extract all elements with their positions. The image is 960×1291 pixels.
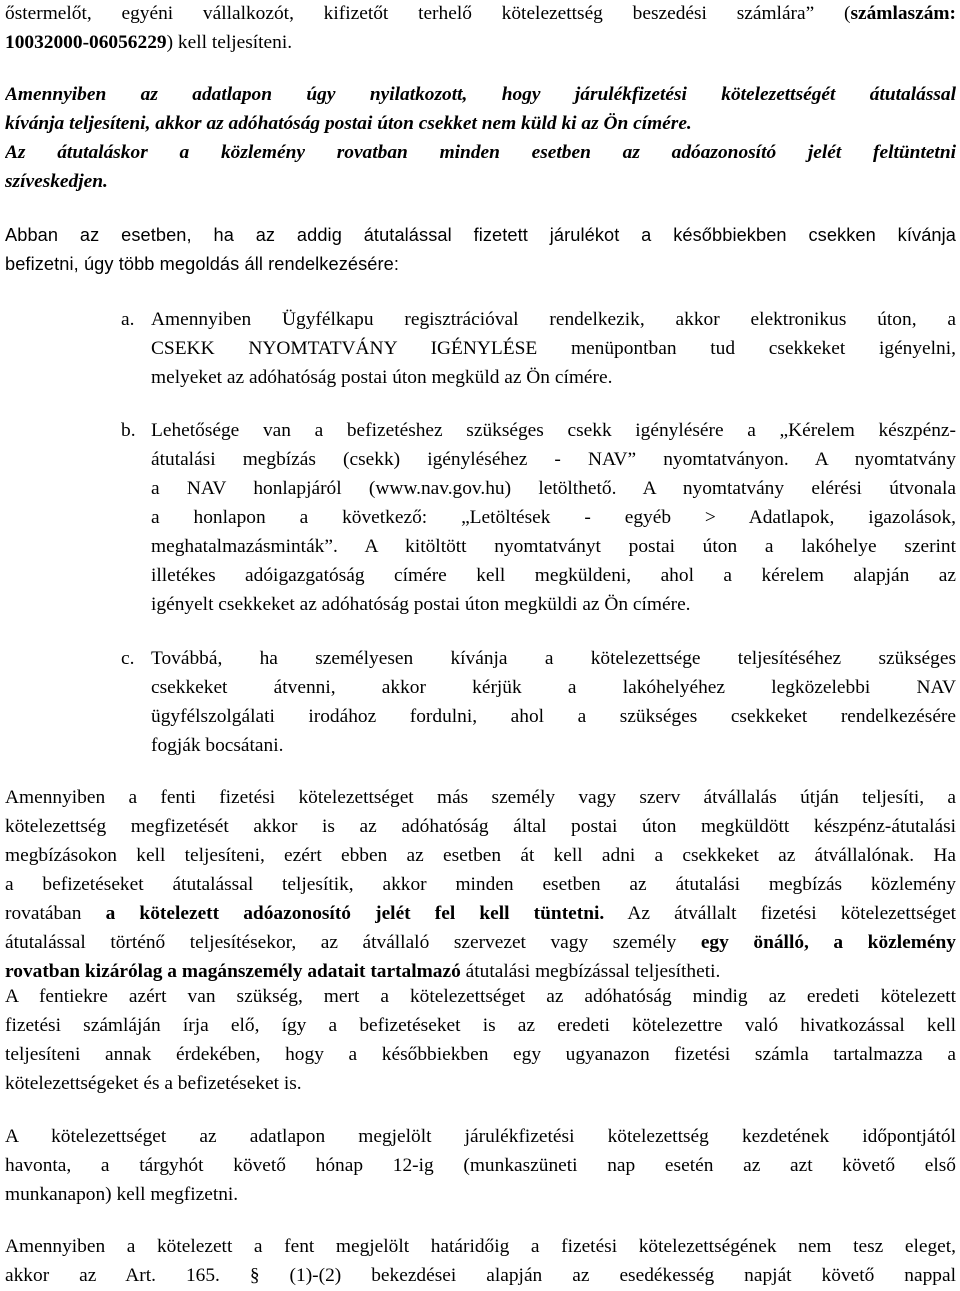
text-run: rovatában <box>5 903 106 924</box>
text-run: Az átvállalt fizetési kötelezettséget <box>604 903 956 924</box>
text-line <box>5 29 956 58</box>
text-run: Amennyiben a fenti fizetési kötelezettséget más személy vagy szerv átvállalás útján teljesíti, a <box>5 787 956 808</box>
text-line <box>5 221 956 250</box>
text-run: illetékes adóigazgatóság címére kell megküldeni, ahol a kérelem alapján az <box>151 565 956 586</box>
text-run: Amennyiben Ügyfélkapu regisztrációval rendelkezik, akkor elektronikus úton, a <box>151 309 956 330</box>
text-run: a befizetéseket átutalással teljesítik, akkor minden esetben az átutalási megbízás közlemény <box>5 874 956 895</box>
text-line <box>151 674 956 703</box>
list-marker: c. <box>121 648 135 669</box>
text-run: havonta, a tárgyhót követő hónap 12-ig (munkaszüneti nap esetén az azt követő első <box>5 1155 956 1176</box>
text-line <box>5 871 956 900</box>
text-line <box>5 1181 956 1210</box>
text-run: Amennyiben az adatlapon úgy nyilatkozott, hogy járulékfizetési kötelezettségét átutalással <box>5 84 956 105</box>
list-marker: a. <box>121 309 135 330</box>
text-line <box>151 703 956 732</box>
text-line <box>5 1070 956 1099</box>
text-run: Lehetősége van a befizetéshez szükséges csekk igénylésére a „Kérelem készpénz- <box>151 420 956 441</box>
text-line <box>5 1262 956 1291</box>
text-run: meghatalmazásminták”. A kitöltött nyomtatványt postai úton a lakóhelye szerint <box>151 536 956 557</box>
text-line <box>151 562 956 591</box>
bold-text: egy önálló, a közlemény <box>700 932 956 953</box>
text-line <box>151 591 956 620</box>
text-line <box>5 1041 956 1070</box>
text-line <box>5 842 956 871</box>
text-line <box>5 1233 956 1262</box>
bold-text: a kötelezett adóazonosító jelét fel kell tüntetni. <box>105 903 605 924</box>
text-line <box>151 335 956 364</box>
text-line <box>5 1123 956 1152</box>
text-run: szíveskedjen. <box>5 171 108 192</box>
text-line <box>5 983 956 1012</box>
text-run: befizetni, úgy több megoldás áll rendelkezésére: <box>5 254 400 274</box>
text-line <box>5 1012 956 1041</box>
list-marker: b. <box>121 420 136 441</box>
text-line <box>5 929 956 958</box>
text-line <box>5 110 956 139</box>
text-run: ) kell teljesíteni. <box>166 32 293 53</box>
text-line <box>5 784 956 813</box>
text-run: átutalási megbízás (csekk) igényléséhez - NAV” nyomtatványon. A nyomtatvány <box>151 449 956 470</box>
text-run: A fentiekre azért van szükség, mert a kötelezettséget az adóhatóság mindig az eredeti kötelezett <box>5 986 956 1007</box>
text-line <box>151 645 956 674</box>
text-line <box>5 1152 956 1181</box>
text-run: Továbbá, ha személyesen kívánja a kötelezettsége teljesítéséhez szükséges <box>151 648 956 669</box>
text-run: Amennyiben a kötelezett a fent megjelölt határidőig a fizetési kötelezettségének nem tesz eleget, <box>5 1236 956 1257</box>
text-run: a honlapon a következő: „Letöltések - egyéb > Adatlapok, igazolások, <box>151 507 956 528</box>
text-run: átutalási megbízással teljesítheti. <box>460 961 721 982</box>
text-run: CSEKK NYOMTATVÁNY IGÉNYLÉSE menüpontban tud csekkeket igényelni, <box>151 338 956 359</box>
text-run: melyeket az adóhatóság postai úton megküld az Ön címére. <box>151 367 613 388</box>
text-run: A kötelezettséget az adatlapon megjelölt járulékfizetési kötelezettség kezdetének időpontjától <box>5 1126 956 1147</box>
text-run: Abban az esetben, ha az addig átutalással fizetett járulékot a későbbiekben csekken kívánja <box>5 225 956 245</box>
text-run: csekkeket átvenni, akkor kérjük a lakóhelyéhez legközelebbi NAV <box>151 677 956 698</box>
text-line <box>151 446 956 475</box>
text-line <box>151 732 956 761</box>
text-line <box>5 0 956 29</box>
text-run: őstermelőt, egyéni vállalkozót, kifizetőt terhelő kötelezettség beszedési számlára” ( <box>5 3 851 24</box>
text-line <box>5 139 956 168</box>
text-run: igényelt csekkeket az adóhatóság postai úton megküldi az Ön címére. <box>151 594 691 615</box>
bold-text: számlaszám: <box>850 3 956 24</box>
text-run: ügyfélszolgálati irodához fordulni, ahol a szükséges csekkeket rendelkezésére <box>151 706 956 727</box>
text-run: fogják bocsátani. <box>151 735 284 756</box>
text-line <box>151 504 956 533</box>
text-run: átutalással történő teljesítésekor, az átvállaló szervezet vagy személy <box>5 932 701 953</box>
text-line <box>5 168 956 197</box>
text-line <box>5 81 956 110</box>
text-line <box>151 417 956 446</box>
text-run: megbízásokon kell teljesíteni, ezért ebben az esetben át kell adni a csekkeket az átvállalónak. Ha <box>5 845 956 866</box>
text-line <box>151 364 956 393</box>
text-line <box>151 475 956 504</box>
text-line <box>151 306 956 335</box>
text-line <box>5 813 956 842</box>
bold-text: 10032000-06056229 <box>5 32 167 53</box>
text-run: kötelezettség megfizetését akkor is az adóhatóság által postai úton megküldött készpénz-átutalási <box>5 816 956 837</box>
text-run: fizetési számláján írja elő, így a befizetéseket is az eredeti kötelezettre való hivatkozással kell <box>5 1015 956 1036</box>
bold-text: rovatban kizárólag a magánszemély adatait tartalmazó <box>5 961 461 982</box>
text-run: akkor az Art. 165. § (1)-(2) bekezdései alapján az esedékesség napját követő nappal <box>5 1265 956 1286</box>
text-line <box>151 533 956 562</box>
text-run: Az átutaláskor a közlemény rovatban minden esetben az adóazonosító jelét feltüntetni <box>5 142 956 163</box>
text-line <box>5 250 956 279</box>
text-line <box>5 900 956 929</box>
text-run: teljesíteni annak érdekében, hogy a későbbiekben egy ugyanazon fizetési számla tartalmazza a <box>5 1044 956 1065</box>
text-run: kötelezettségeket és a befizetéseket is. <box>5 1073 302 1094</box>
text-run: munkanapon) kell megfizetni. <box>5 1184 239 1205</box>
text-run: kívánja teljesíteni, akkor az adóhatóság postai úton csekket nem küld ki az Ön címére. <box>5 113 692 134</box>
text-run: a NAV honlapjáról (www.nav.gov.hu) letölthető. A nyomtatvány elérési útvonala <box>151 478 956 499</box>
